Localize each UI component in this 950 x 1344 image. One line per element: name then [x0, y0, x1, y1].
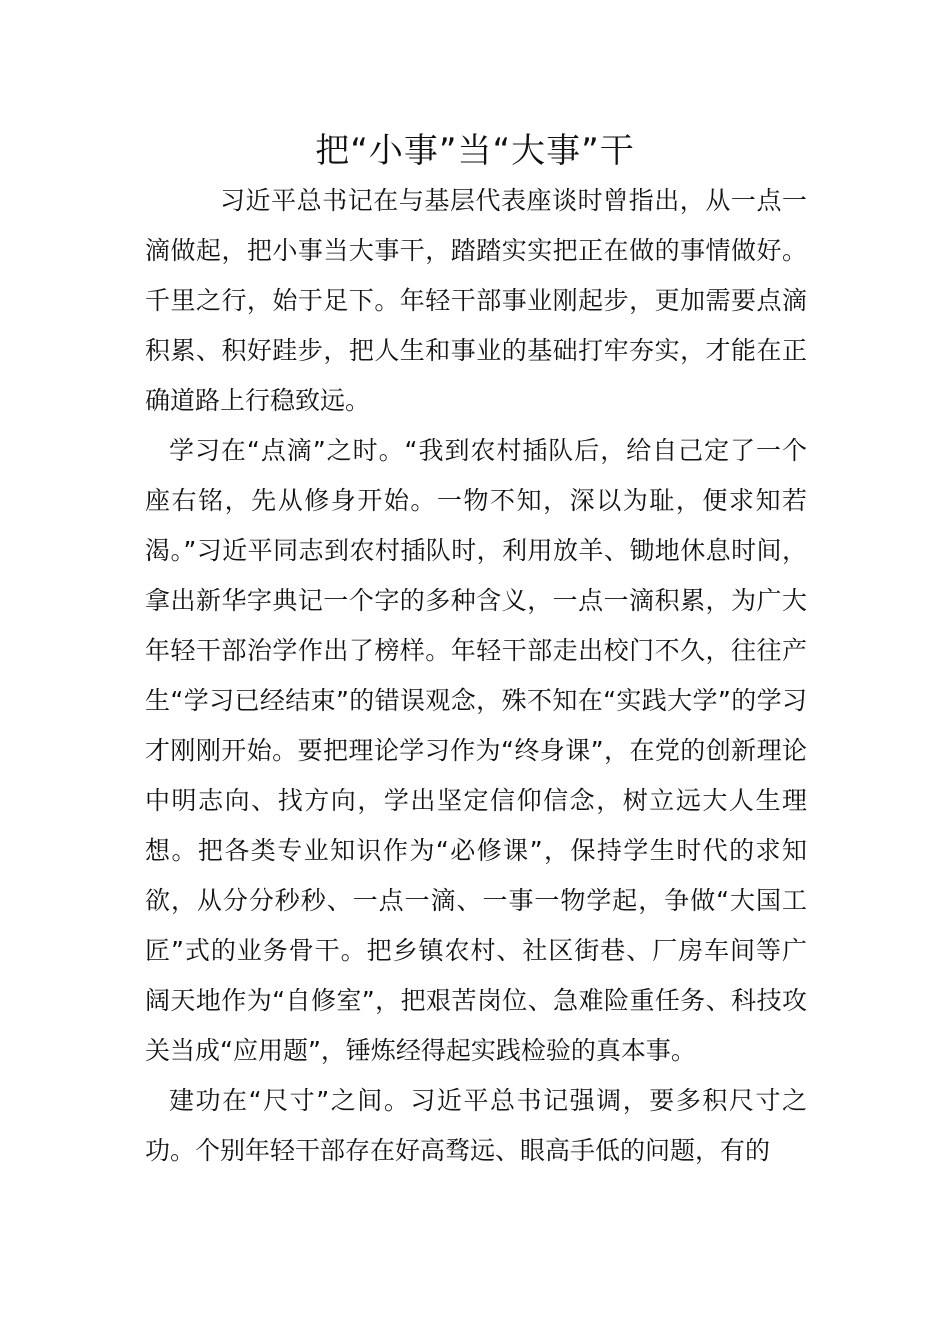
document-title: 把“小事”当“大事”干	[315, 131, 635, 171]
paragraph-study: 学习在“点滴”之时。“我到农村插队后，给自己定了一个座右铭，先从修身开始。一物不知，深以为耻，便求知若渴。”习近平同志到农村插队时，利用放羊、锄地休息时间，拿出新华字典记一个字的多种含义，一点一滴积累，为广大年轻干部治学作出了榜样。年轻干部走出校门不久，往往产生“学习已经结束”的错误观念，殊不知在“实践大学”的学习才刚刚开始。要把理论学习作为“终身课”，在党的创新理论中明志向、找方向，学出坚定信仰信念，树立远大人生理想。把各类专业知识作为“必修课”，保持学生时代的求知欲，从分分秒秒、一点一滴、一事一物学起，争做“大国工匠”式的业务骨干。把乡镇农村、社区街巷、厂房车间等广阔天地作为“自修室”，把艰苦岗位、急难险重任务、科技攻关当成“应用题”，锤炼经得起实践检验的真本事。	[145, 436, 807, 1065]
document-body	[145, 176, 807, 1176]
paragraph-achievement: 建功在“尺寸”之间。习近平总书记强调，要多积尺寸之功。个别年轻干部存在好高骛远、眼高手低的问题，有的	[145, 1086, 807, 1165]
paragraph-intro: 习近平总书记在与基层代表座谈时曾指出，从一点一滴做起，把小事当大事干，踏踏实实把正在做的事情做好。千里之行，始于足下。年轻干部事业刚起步，更加需要点滴积累、积好跬步，把人生和事业的基础打牢夯实，才能在正确道路上行稳致远。	[145, 186, 807, 415]
